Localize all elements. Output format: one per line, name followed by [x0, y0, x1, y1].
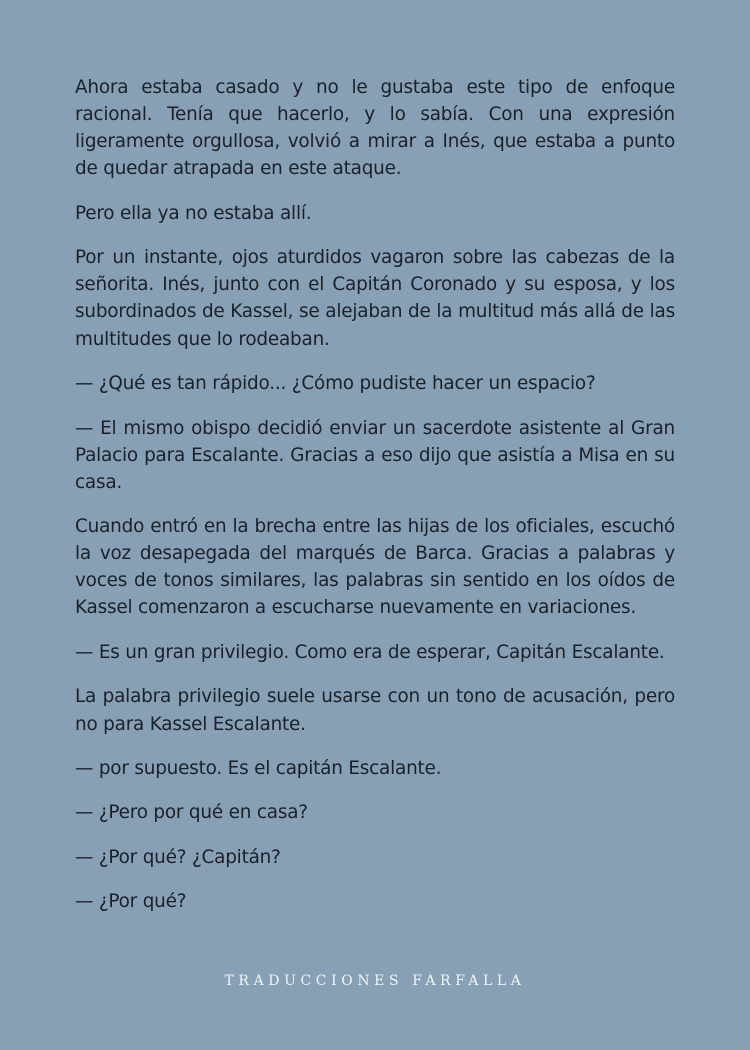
paragraph: Ahora estaba casado y no le gustaba este tipo de enfoque racional. Tenía que hacerlo, y lo sabía. Con una expresión ligeramente orgullosa, volvió a mirar a Inés, que estaba a punto de quedar atrapada en este ataque. [75, 77, 675, 180]
paragraph: Por un instante, ojos aturdidos vagaron sobre las cabezas de la señorita. Inés, junto con el Capitán Coronado y su esposa, y los subordinados de Kassel, se alejaban de la multitud más allá de las multitudes que lo rodeaban. [75, 247, 675, 350]
paragraph: La palabra privilegio suele usarse con un tono de acusación, pero no para Kassel Escalante. [75, 686, 675, 735]
dialogue-line: — El mismo obispo decidió enviar un sacerdote asistente al Gran Palacio para Escalante. Gracias a eso dijo que asistía a Misa en su casa. [75, 417, 675, 493]
dialogue-line: — ¿Por qué? [75, 891, 187, 913]
page-footer-credit: TRADUCCIONES FARFALLA [224, 973, 526, 989]
dialogue-line: — ¿Pero por qué en casa? [75, 802, 308, 824]
dialogue-line: — Es un gran privilegio. Como era de esperar, Capitán Escalante. [75, 641, 665, 663]
dialogue-line: — por supuesto. Es el capitán Escalante. [75, 758, 442, 779]
paragraph: Pero ella ya no estaba allí. [75, 202, 312, 224]
dialogue-line: — ¿Por qué? ¿Capitán? [75, 846, 281, 868]
dialogue-line: — ¿Qué es tan rápido... ¿Cómo pudiste hacer un espacio? [75, 373, 596, 395]
document-body [75, 74, 675, 933]
paragraph: Cuando entró en la brecha entre las hijas de los oficiales, escuchó la voz desapegada del marqués de Barca. Gracias a palabras y voces de tonos similares, las palabras sin sentido en los oídos de Kassel comenzaron a escucharse nuevamente en variaciones. [75, 516, 675, 619]
